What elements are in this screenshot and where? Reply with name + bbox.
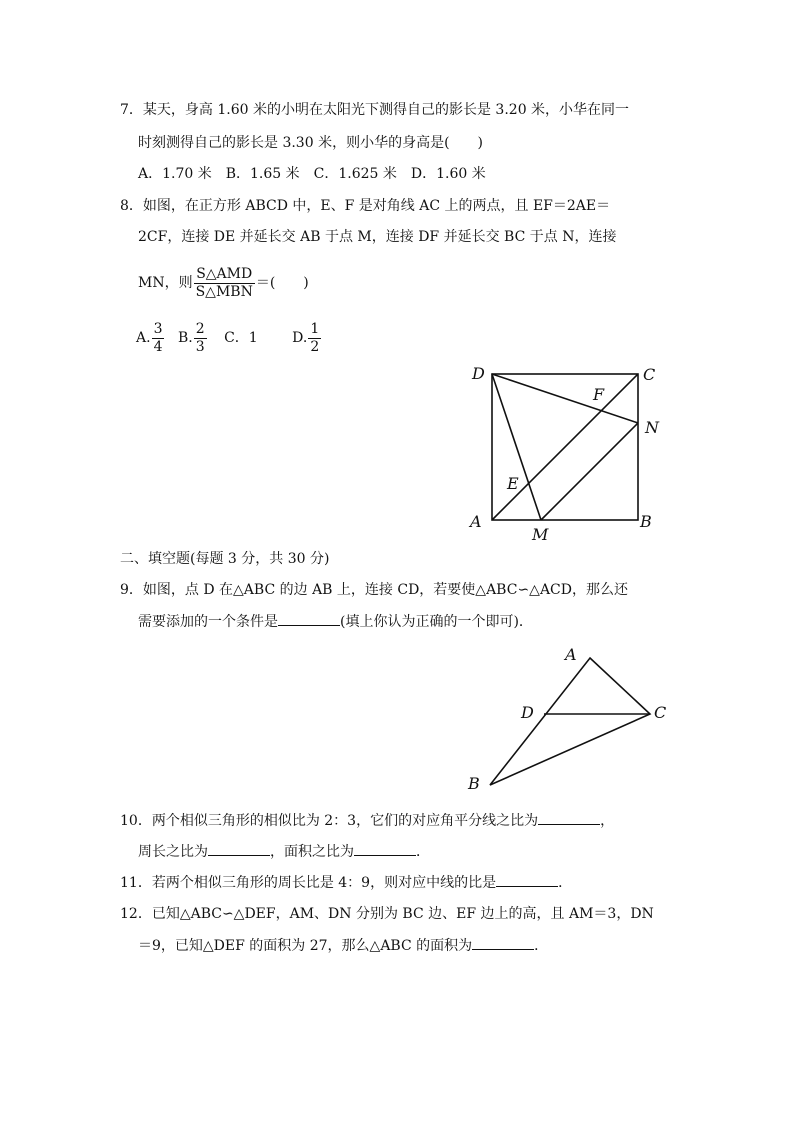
- q8-opt-b-label: B.: [177, 330, 193, 346]
- label-f: F: [593, 385, 605, 404]
- q11-answer-blank[interactable]: [496, 872, 558, 887]
- label-n: N: [645, 418, 659, 437]
- q10-line1-suffix: ，: [600, 813, 615, 829]
- triangle-abc: [490, 658, 650, 785]
- label-d: D: [472, 364, 485, 383]
- segment-dn: [492, 374, 638, 423]
- q11-suffix: ．: [558, 875, 573, 891]
- segment-dm: [492, 374, 541, 520]
- label-b: B: [468, 774, 480, 793]
- q10-line2-prefix: 周长之比为: [138, 844, 208, 860]
- diagonal-ac: [492, 374, 638, 520]
- q7-options: A．1.70 米 B．1.65 米 C．1.625 米 D．1.60 米: [138, 166, 486, 182]
- q8-opt-b-den: 3: [195, 338, 205, 355]
- q8-opt-c: C．1: [224, 330, 258, 346]
- label-b: B: [640, 512, 652, 531]
- q12-line2-prefix: ＝9，已知△DEF 的面积为 27，那么△ABC 的面积为: [138, 938, 473, 954]
- segment-mn: [541, 423, 638, 520]
- q8-opt-d-num: 1: [310, 320, 320, 337]
- q10-blank-area[interactable]: [354, 841, 416, 856]
- q11-prefix: 11．若两个相似三角形的周长比是 4：9，则对应中线的比是: [120, 875, 497, 891]
- q9-line2-suffix: (填上你认为正确的一个即可)．: [340, 614, 533, 630]
- q8-opt-d-label: D.: [292, 330, 308, 346]
- q7-line2: 时刻测得自己的影长是 3.30 米，则小华的身高是( ): [138, 135, 483, 151]
- q10-line2-mid: ，面积之比为: [270, 844, 354, 860]
- q8-line3: [138, 263, 309, 303]
- q8-opt-a-label: A.: [136, 330, 151, 346]
- label-a: A: [565, 645, 577, 664]
- label-e: E: [507, 474, 519, 493]
- q12-answer-blank[interactable]: [472, 935, 534, 950]
- q10-line1-prefix: 10．两个相似三角形的相似比为 2：3，它们的对应角平分线之比为: [120, 813, 539, 829]
- q12-line2-suffix: ．: [534, 938, 549, 954]
- label-c: C: [654, 703, 667, 722]
- q10-blank-perimeter[interactable]: [208, 841, 270, 856]
- q8-line3-suffix: ＝( ): [255, 275, 309, 291]
- q9-line1: 9．如图，点 D 在△ABC 的边 AB 上，连接 CD，若要使△ABC∽△ACD，那么还: [120, 582, 628, 598]
- q8-ratio-denominator: S△MBN: [195, 283, 253, 300]
- q10-line2: [138, 841, 430, 862]
- q9-line2-prefix: 需要添加的一个条件是: [138, 614, 278, 630]
- q10-line1: [120, 810, 614, 831]
- label-m: M: [532, 525, 549, 544]
- q11-line: [120, 872, 572, 893]
- q8-line2: 2CF，连接 DE 并延长交 AB 于点 M，连接 DF 并延长交 BC 于点 N，连接: [138, 229, 617, 245]
- q8-square-figure: [460, 355, 680, 555]
- q12-line2: [138, 935, 548, 956]
- q7-line1: 7．某天，身高 1.60 米的小明在太阳光下测得自己的影长是 3.20 米，小华在同一: [120, 102, 630, 118]
- q9-answer-blank[interactable]: [278, 611, 340, 626]
- q8-area-ratio: [194, 266, 255, 301]
- q9-line2: [138, 611, 533, 632]
- q8-opt-a-num: 3: [153, 320, 163, 337]
- q8-opt-d-fraction: [308, 321, 321, 356]
- q9-triangle-figure: [460, 640, 680, 800]
- label-c: C: [643, 365, 656, 384]
- label-d: D: [521, 703, 534, 722]
- q8-line3-prefix: MN，则: [138, 275, 193, 291]
- q8-line1: 8．如图，在正方形 ABCD 中，E、F 是对角线 AC 上的两点，且 EF＝2AE＝: [120, 198, 611, 214]
- q8-opt-a-den: 4: [153, 338, 163, 355]
- q8-options: [136, 318, 322, 358]
- q10-line2-suffix: ．: [416, 844, 430, 860]
- q8-opt-d-den: 2: [310, 338, 320, 355]
- q8-opt-b-num: 2: [195, 320, 205, 337]
- q8-opt-b-fraction: [194, 321, 207, 356]
- q12-line1: 12．已知△ABC∽△DEF，AM、DN 分别为 BC 边、EF 边上的高，且 AM＝3，DN: [120, 906, 654, 922]
- label-a: A: [470, 512, 482, 531]
- q10-blank-bisector[interactable]: [538, 810, 600, 825]
- q8-opt-a-fraction: [152, 321, 165, 356]
- q8-ratio-numerator: S△AMD: [194, 266, 255, 284]
- section2-title: 二、填空题(每题 3 分，共 30 分): [120, 551, 330, 567]
